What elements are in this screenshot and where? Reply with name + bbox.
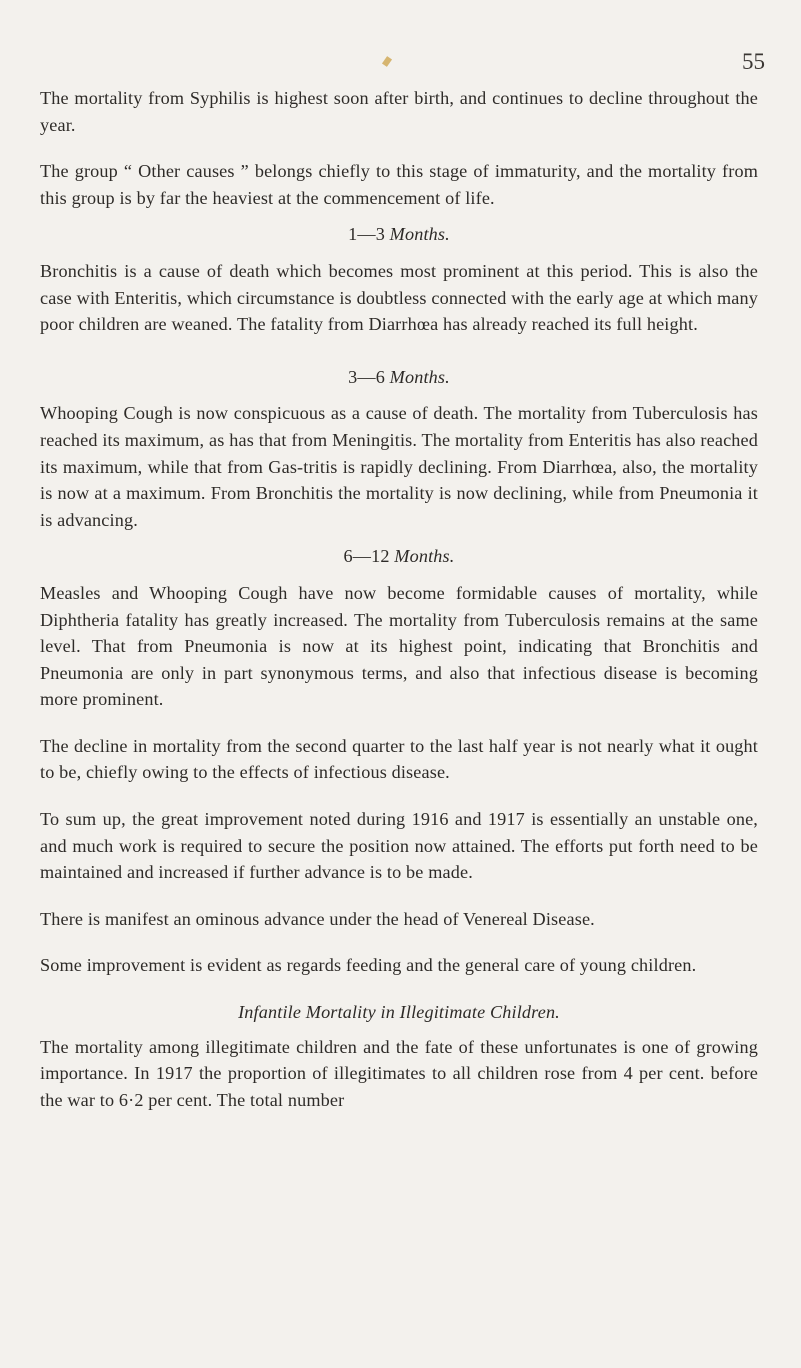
paragraph-bronchitis: Bronchitis is a cause of death which becomes most prominent at this period. This is also the case with Enteritis, which circumstance is doubtless connected with the early age at which many poor children are weaned. The fatality from Diarrhœa has already reached its full height. [40,260,758,335]
ink-smudge-mark [382,56,392,67]
paragraph-feeding: Some improvement is evident as regards feeding and the general care of young children. [40,955,697,976]
heading-range: 6—12 [343,546,390,567]
paragraph-other-causes: The group “ Other causes ” belongs chiefly to this stage of immaturity, and the mortality from this group is by far the heaviest at the commencement of life. [40,161,758,208]
paragraph-syphilis: The mortality from Syphilis is highest soon after birth, and continues to decline throughout the year. [40,88,758,135]
section-heading-6-12-months [40,543,758,570]
section-heading-illegitimate: Infantile Mortality in Illegitimate Children. [238,1002,560,1023]
paragraph-illegitimate: The mortality among illegitimate children and the fate of these unfortunates is one of growing importance. In 1917 the proportion of illegitimates to all children rose from 4 per cent. before the war to 6·2 per cent. The total number [40,1036,758,1110]
heading-unit: Months. [394,546,455,567]
heading-range: 3—6 [348,366,385,387]
heading-range: 1—3 [348,224,385,245]
paragraph-sum-up: To sum up, the great improvement noted during 1916 and 1917 is essentially an unstable one, and much work is required to secure the position now attained. The efforts put forth need to be maintained and increased if further advance is to be made. [40,809,758,883]
paragraph-whooping-cough: Whooping Cough is now conspicuous as a cause of death. The mortality from Tuberculosis has reached its maximum, as has that from Meningitis. The mortality from Enteritis has also reached its maximum, while that from Gas-tritis is rapidly declining. From Diarrhœa, also, the mortality is now at a maximum. From Bronchitis the mortality is now declining, while from Pneumonia it is advancing. [40,403,758,530]
section-heading-3-6-months [40,364,758,391]
paragraph-measles: Measles and Whooping Cough have now become formidable causes of mortality, while Diphtheria fatality has greatly increased. The mortality from Tuberculosis remains at the same level. That from Pneumonia is now at its highest point, indicating that Bronchitis and Pneumonia are only in part synonymous terms, and also that infectious disease is becoming more prominent. [40,582,758,710]
heading-unit: Months. [389,224,450,245]
paragraph-venereal-disease: There is manifest an ominous advance under the head of Venereal Disease. [40,908,595,929]
heading-unit: Months. [389,366,450,387]
page-number: 55 [742,49,765,74]
section-heading-1-3-months [40,221,758,248]
paragraph-decline: The decline in mortality from the second quarter to the last half year is not nearly what it ought to be, chiefly owing to the effects of infectious disease. [40,735,758,783]
page-body [40,85,758,1113]
